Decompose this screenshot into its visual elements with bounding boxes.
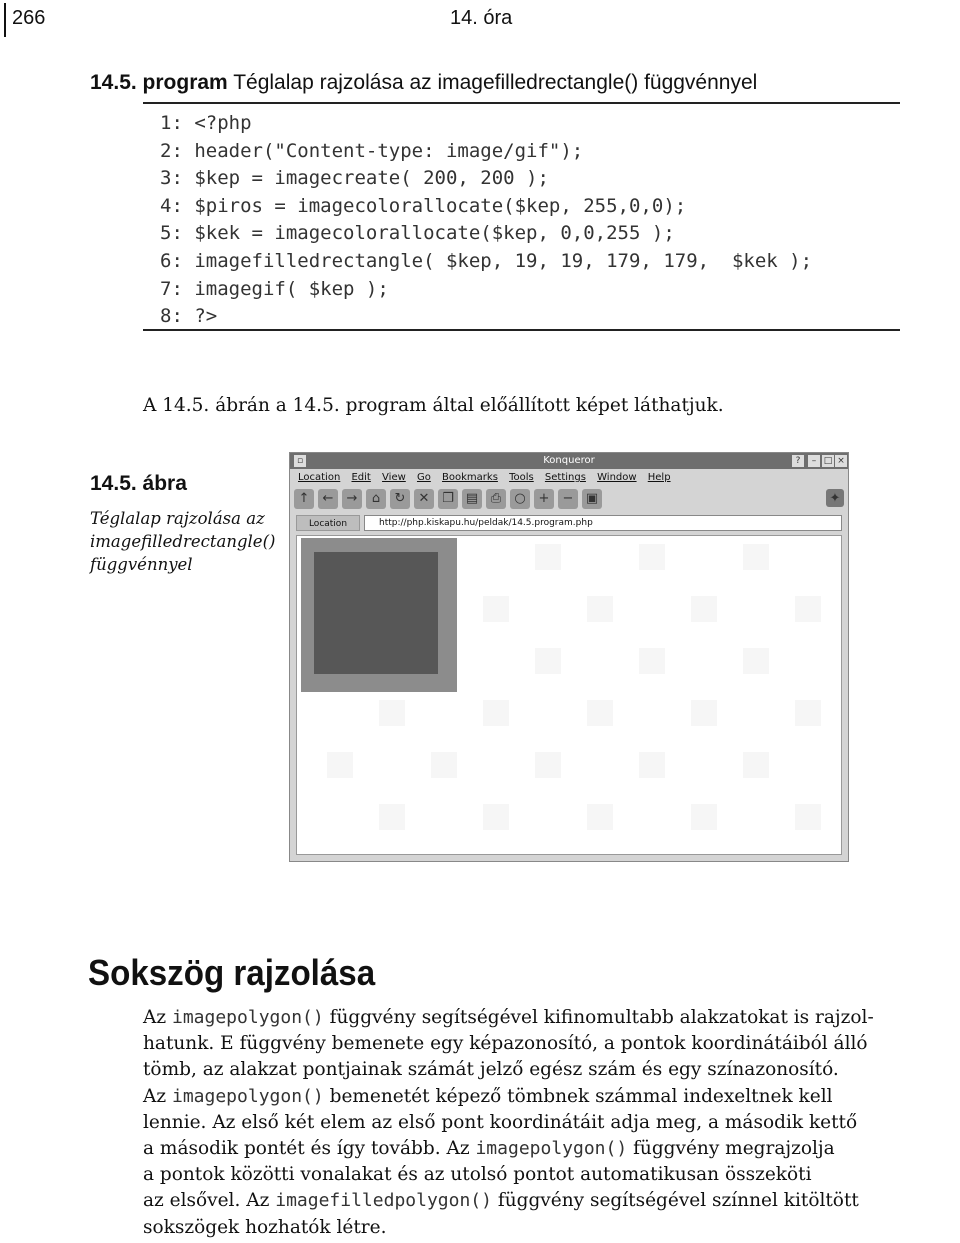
page-edge-rule — [4, 3, 6, 37]
back-icon: ← — [318, 489, 338, 509]
paragraph-line — [143, 1188, 888, 1214]
code-line: 2: header("Content-type: image/gif"); — [160, 139, 584, 162]
listing-number: 14.5. program — [90, 71, 228, 94]
inline-code: imagepolygon() — [172, 1007, 324, 1028]
minimize-icon: – — [808, 455, 820, 467]
pattern-tile — [639, 544, 665, 570]
copy-icon: ❐ — [438, 489, 458, 509]
menu-settings: Settings — [544, 472, 586, 483]
menu-go: Go — [416, 472, 431, 483]
close-icon: × — [835, 455, 847, 467]
paragraph-line — [143, 1110, 888, 1136]
code-line: 6: imagefilledrectangle( $kep, 19, 19, 179, 179, $kek ); — [160, 249, 813, 272]
window-menu-icon: ▫ — [294, 455, 306, 467]
code-line: 3: $kep = imagecreate( 200, 200 ); — [160, 167, 549, 190]
paragraph-line — [143, 1136, 888, 1162]
figure-description: Téglalap rajzolása az imagefilledrectangle() függvénnyel — [90, 509, 276, 574]
pattern-tile — [743, 752, 769, 778]
forward-icon: → — [342, 489, 362, 509]
listing-bottom-rule — [143, 329, 900, 331]
chapter-heading: 14. óra — [450, 7, 513, 29]
paragraph-line — [143, 1031, 888, 1057]
help-icon: ? — [792, 455, 804, 467]
text-run: a pontok közötti vonalakat és az utolsó pontot automatikusan összeköti — [143, 1164, 812, 1186]
text-run: Az — [143, 1007, 172, 1028]
text-run: tömb, az alakzat pontjainak számát jelző egész szám és egy színazonosító. — [143, 1059, 839, 1081]
intro-paragraph: A 14.5. ábrán a 14.5. program által előállított képet láthatjuk. — [143, 395, 724, 416]
print-icon: ⎙ — [486, 489, 506, 509]
window-title: Konqueror — [290, 453, 848, 469]
inline-code: imagepolygon() — [475, 1137, 628, 1159]
pattern-tile — [743, 648, 769, 674]
pattern-tile — [327, 752, 353, 778]
pattern-tile — [639, 752, 665, 778]
menu-location: Location — [298, 472, 341, 483]
inline-code: imagefilledpolygon() — [275, 1190, 492, 1212]
menu-window: Window — [597, 472, 637, 483]
text-run: függvény segítségével kifinomultabb alakzatokat is rajzol- — [323, 1007, 874, 1028]
zoom-out-icon: − — [558, 489, 578, 509]
pattern-tile — [379, 700, 405, 726]
stop-icon: ✕ — [414, 489, 434, 509]
pattern-tile — [587, 804, 613, 830]
zoom-in-icon: + — [534, 489, 554, 509]
pattern-tile — [795, 804, 821, 830]
pattern-tile — [795, 700, 821, 726]
code-listing — [160, 110, 812, 331]
pattern-tile — [483, 596, 509, 622]
location-bar — [290, 513, 848, 533]
pattern-tile — [691, 596, 717, 622]
lock-icon: ▣ — [582, 489, 602, 509]
menu-tools: Tools — [509, 472, 534, 483]
pattern-tile — [431, 752, 457, 778]
pattern-tile — [483, 804, 509, 830]
text-run: lennie. Az első két elem az első pont koordinátáit adja meg, a második kettő — [143, 1111, 858, 1133]
pattern-tile — [587, 596, 613, 622]
menu-view: View — [382, 472, 406, 483]
menu-bookmarks: Bookmarks — [442, 472, 498, 483]
paragraph-line — [143, 1215, 888, 1241]
code-line: 7: imagegif( $kep ); — [160, 277, 389, 300]
maximize-icon: □ — [823, 456, 833, 466]
text-run: bemenetét képező tömbnek számmal indexeltnek kell — [323, 1085, 833, 1107]
text-run: sokszögek hozhatók létre. — [143, 1216, 387, 1238]
pattern-tile — [379, 804, 405, 830]
listing-top-rule — [143, 102, 900, 104]
pattern-tile — [691, 804, 717, 830]
find-icon: ○ — [510, 489, 530, 509]
paragraph-line — [143, 1005, 888, 1031]
home-icon: ⌂ — [366, 489, 386, 509]
text-run: függvény segítségével színnel kitöltött — [491, 1190, 859, 1212]
throbber-icon: ✦ — [826, 489, 844, 507]
generated-image — [301, 538, 457, 692]
menu-bar — [290, 469, 848, 487]
location-label: Location — [296, 515, 360, 531]
text-run: hatunk. E függvény bemenete egy képazonosító, a pontok koordinátáiból álló — [143, 1033, 868, 1055]
pattern-tile — [795, 596, 821, 622]
text-run: Az — [143, 1085, 172, 1107]
code-line: 1: <?php — [160, 112, 252, 134]
pattern-tile — [535, 648, 561, 674]
pattern-tile — [639, 648, 665, 674]
pattern-tile — [483, 700, 509, 726]
text-run: a második pontét és így tovább. Az — [143, 1137, 476, 1159]
text-run: az elsővel. Az — [143, 1190, 276, 1212]
listing-title — [90, 71, 757, 95]
paragraph-line — [143, 1162, 888, 1188]
url-field: http://php.kiskapu.hu/peldak/14.5.program.php — [364, 515, 842, 531]
figure-number: 14.5. ábra — [90, 472, 187, 495]
section-title: Sokszög rajzolása — [88, 952, 376, 993]
filled-rectangle — [314, 552, 438, 674]
pattern-tile — [743, 544, 769, 570]
code-line: 5: $kek = imagecolorallocate($kep, 0,0,255 ); — [160, 222, 675, 245]
page-number: 266 — [12, 7, 46, 29]
browser-toolbar — [294, 489, 602, 511]
pattern-tile — [535, 752, 561, 778]
menu-help: Help — [647, 472, 671, 483]
text-run: függvény megrajzolja — [627, 1137, 835, 1159]
paragraph-line — [143, 1084, 888, 1110]
browser-screenshot — [289, 452, 849, 862]
pattern-tile — [535, 544, 561, 570]
listing-caption: Téglalap rajzolása az imagefilledrectangle() függvénnyel — [227, 71, 758, 94]
pattern-tile — [691, 700, 717, 726]
reload-icon: ↻ — [390, 489, 410, 509]
page-viewport — [296, 535, 842, 855]
pattern-tile — [587, 700, 613, 726]
code-line: 8: ?> — [160, 305, 218, 328]
up-icon: ↑ — [294, 489, 314, 509]
paste-icon: ▤ — [462, 489, 482, 509]
menu-edit: Edit — [351, 472, 371, 483]
code-line: 4: $piros = imagecolorallocate($kep, 255,0,0); — [160, 194, 687, 217]
section-paragraph — [143, 1005, 888, 1241]
inline-code: imagepolygon() — [172, 1085, 324, 1107]
paragraph-line — [143, 1057, 888, 1083]
